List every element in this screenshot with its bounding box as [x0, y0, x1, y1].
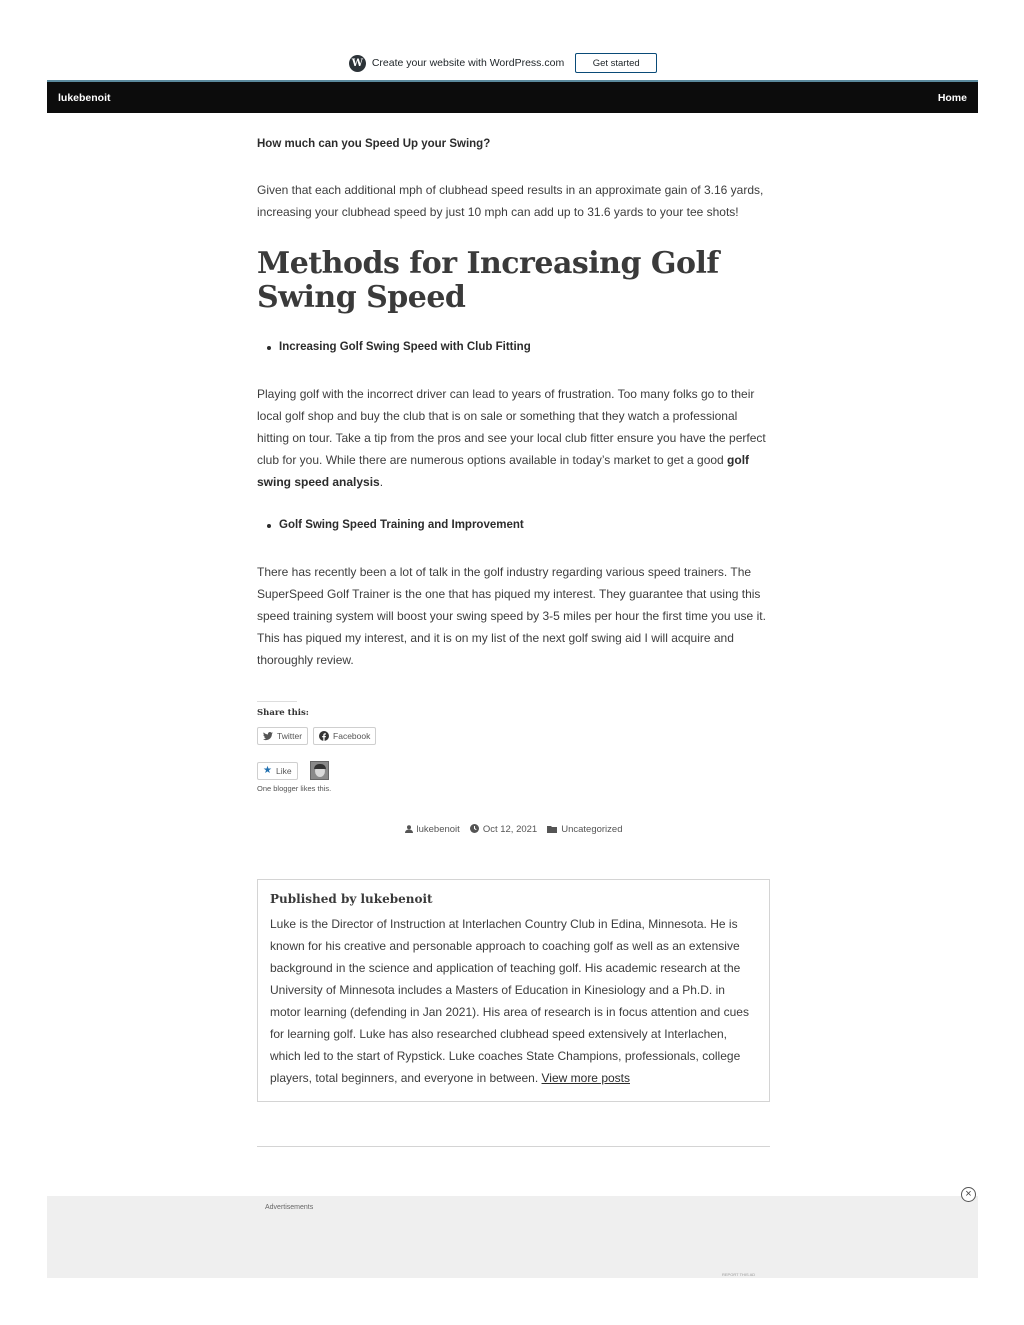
wordpress-promo-content [349, 53, 657, 73]
post-date[interactable] [470, 824, 537, 835]
like-row [257, 761, 770, 780]
section1-title: Increasing Golf Swing Speed with Club Fitting [257, 339, 770, 356]
advertisement-area [47, 1196, 978, 1278]
view-more-posts-link[interactable]: View more posts [541, 1071, 630, 1085]
intro-question: How much can you Speed Up your Swing? [257, 138, 491, 150]
like-label: Like [275, 765, 292, 776]
person-icon [405, 825, 413, 835]
liker-avatar[interactable] [310, 761, 329, 780]
report-ad-link[interactable]: REPORT THIS AD [722, 1272, 756, 1277]
post-meta [257, 824, 770, 835]
twitter-label: Twitter [277, 731, 303, 741]
post-author[interactable] [405, 824, 460, 835]
like-button[interactable] [257, 762, 298, 780]
wordpress-promo-link[interactable]: Create your website with WordPress.com [371, 57, 565, 69]
facebook-share-button[interactable] [313, 727, 376, 745]
site-title-link[interactable]: lukebenoit [58, 91, 111, 104]
post-category-text: Uncategorized [561, 824, 623, 835]
author-box-title: Published by lukebenoit [270, 892, 433, 906]
post-author-name: lukebenoit [416, 824, 460, 835]
star-icon: ★ [263, 765, 272, 776]
clock-icon [470, 824, 479, 835]
section1-text: Playing golf with the incorrect driver can lead to years of frustration. Too many folks go to their local golf shop and buy the club that is on sale or something that they watch a professional hitting on tour. Take a tip from the pros and see your local club fitter ensure you have the perfect club for you. While there are numerous options available in today’s market to get a good [257, 387, 766, 467]
section1-list [257, 339, 770, 356]
nav-home-link[interactable]: Home [937, 91, 967, 104]
site-header [47, 80, 978, 113]
intro-paragraph: Given that each additional mph of clubhead speed results in an approximate gain of 3.16 yards, increasing your clubhead speed by just 10 mph can add up to 31.6 yards to your tee shots! [257, 183, 764, 219]
section2-title: Golf Swing Speed Training and Improvement [257, 517, 770, 534]
share-title: Share this: [257, 708, 309, 718]
avatar-hair [314, 764, 326, 769]
facebook-label: Facebook [333, 731, 371, 741]
golf-swing-speed-analysis-link[interactable]: golf swing speed analysis [257, 453, 750, 489]
twitter-share-button[interactable] [257, 727, 308, 745]
advertisements-label: Advertisements [265, 1204, 314, 1211]
post-category[interactable] [547, 824, 622, 835]
share-divider [257, 701, 297, 702]
author-bio [270, 913, 757, 1089]
author-box [257, 879, 770, 1102]
section2-list [257, 517, 770, 534]
close-ad-icon[interactable]: × [961, 1187, 976, 1202]
wordpress-logo-icon: W [349, 55, 366, 72]
get-started-button[interactable]: Get started [575, 53, 657, 73]
post-date-text: Oct 12, 2021 [482, 824, 538, 835]
article-content [257, 136, 770, 1147]
section2-paragraph: There has recently been a lot of talk in the golf industry regarding various speed trainers. The SuperSpeed Golf Trainer is the one that has piqued my interest. They guarantee that using this speed training system will boost your swing speed by 3-5 miles per hour the first time you use it. This has piqued my interest, and it is on my list of the next golf swing aid I will acquire and thoroughly review. [257, 565, 766, 667]
share-buttons [257, 727, 770, 745]
author-bio-text: Luke is the Director of Instruction at Interlachen Country Club in Edina, Minnesota. He is known for his creative and personable approach to coaching golf as well as an extensive background in the science and application of teaching golf. His academic research at the University of Minnesota includes a Masters of Education in Kinesiology and a Ph.D. in motor learning (defending in Jan 2021). His area of research is in focus attention and cues for learning golf. Luke has also researched clubhead speed extensively at Interlachen, which led to the start of Rypstick. Luke coaches State Champions, professionals, college players, total beginners, and everyone in between. [270, 917, 749, 1085]
facebook-icon [319, 731, 329, 741]
article-heading: Methods for Increasing Golf Swing Speed [257, 246, 719, 315]
section1-end: . [379, 475, 384, 489]
post-navigation-divider [257, 1146, 770, 1147]
wordpress-promo-bar [0, 52, 1024, 74]
twitter-icon [263, 731, 273, 741]
likes-count-text: One blogger likes this. [257, 784, 332, 793]
section1-paragraph [257, 383, 770, 493]
folder-icon [547, 825, 557, 835]
